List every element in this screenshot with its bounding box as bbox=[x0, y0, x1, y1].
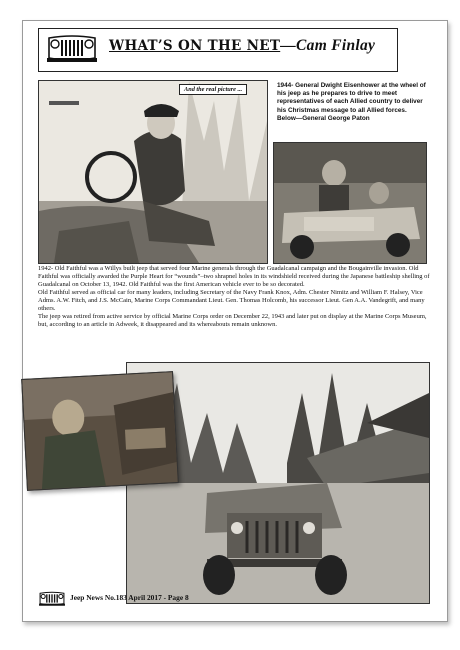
header-banner bbox=[38, 28, 398, 72]
article-paragraph-3: The jeep was retired from active service by official Marine Corps order on December 22, 1943 and later put on display at the Marine Corps Museum, but, according to an article in Adweek, it disappeared and its whereabouts remain unknown. bbox=[38, 313, 427, 329]
title-text: WHAT’S ON THE NET bbox=[109, 38, 281, 54]
article-paragraph-2: Old Faithful served as official car for many leaders, including Secretary of the Navy Frank Knox, Adm. Chester Nimitz and William F. Halsey, Vice Adms. A.W. Fitch, and J.S. McCain, Marine Corps Commandant Lieut. Gen. Thomas Holcomb, his successor Lieut. Gen A.A. Vandegrift, and many others. bbox=[38, 289, 425, 313]
article-body bbox=[38, 265, 430, 329]
eisenhower-jeep-photo bbox=[38, 80, 268, 264]
caption-patton: Below—General George Paton bbox=[277, 114, 370, 122]
old-faithful-color-inset-photo bbox=[21, 371, 179, 491]
jeep-grille-icon bbox=[38, 591, 66, 607]
page-title bbox=[109, 37, 375, 55]
title-author: —Cam Finlay bbox=[280, 37, 376, 54]
jeep-grille-icon bbox=[45, 34, 99, 64]
photo-label: And the real picture ... bbox=[179, 84, 247, 95]
caption-eisenhower: 1944- General Dwight Eisenhower at the wheel of his jeep as he prepares to drive to meet representatives of each Allied country to deliver his Christmas message to all Allied forces. bbox=[277, 82, 426, 114]
page-footer bbox=[38, 590, 258, 610]
footer-text: Jeep News No.183 April 2017 - Page 8 bbox=[70, 593, 189, 602]
article-paragraph-1: 1942- Old Faithful was a Willys built jeep that served four Marine generals through the Guadalcanal campaign and the Bougainville invasion. Old Faithful was officially awarded the Purple Heart for “wounds”–two shrapnel holes in its windshield received during the Japanese battleship shelling of Guadalcanal on October 13, 1942. Old Faithful was the first American vehicle ever to be so decorated. bbox=[38, 265, 430, 289]
patton-jeep-photo bbox=[273, 142, 427, 264]
photo-caption bbox=[277, 82, 427, 123]
